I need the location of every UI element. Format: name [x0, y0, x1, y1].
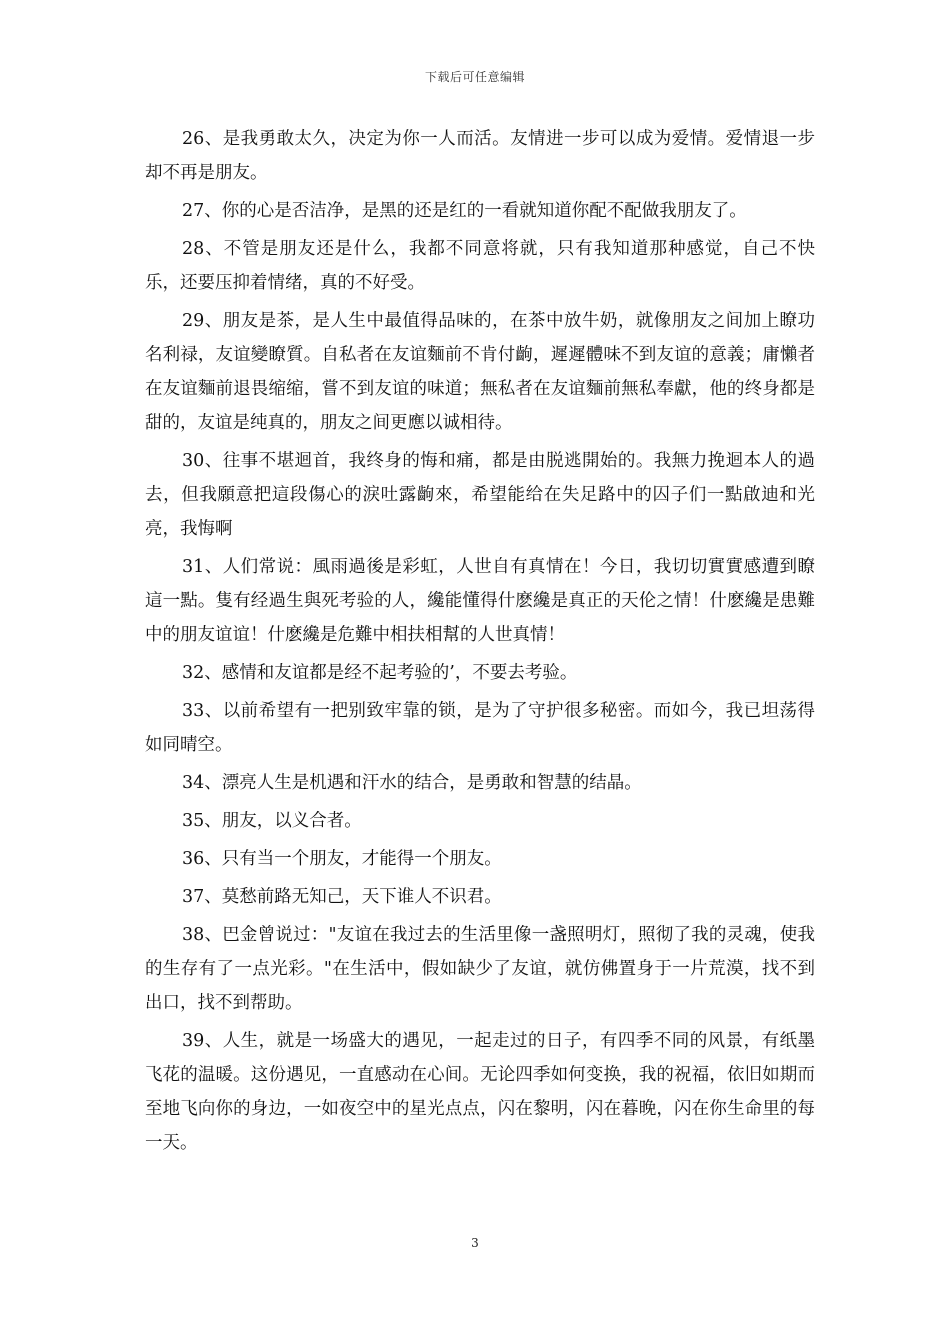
paragraph: 39、人生，就是一场盛大的遇见，一起走过的日子，有四季不同的风景，有纸墨飞花的温暖。这份遇见，一直感动在心间。无论四季如何变换，我的祝福，依旧如期而至地飞向你的身边，一如夜空中的星光点点，闪在黎明，闪在暮晚，闪在你生命里的每一天。 — [145, 1031, 815, 1153]
paragraph: 36、只有当一个朋友，才能得一个朋友。 — [182, 849, 502, 869]
paragraph: 27、你的心是否洁净，是黑的还是红的一看就知道你配不配做我朋友了。 — [182, 201, 747, 221]
paragraph: 26、是我勇敢太久，决定为你一人而活。友情进一步可以成为爱情。爱情退一步却不再是朋友。 — [145, 129, 815, 183]
paragraph: 37、莫愁前路无知己，天下谁人不识君。 — [182, 887, 502, 907]
paragraph: 34、漂亮人生是机遇和汗水的结合，是勇敢和智慧的结晶。 — [182, 773, 642, 793]
paragraph: 32、感情和友谊都是经不起考验的’，不要去考验。 — [182, 663, 578, 683]
paragraph: 29、朋友是茶，是人生中最值得品味的，在茶中放牛奶，就像朋友之间加上瞭功名利禄，友谊變瞭質。自私者在友谊麵前不肯付齣，遲遲體味不到友谊的意義；庸懶者在友谊麵前退畏缩缩，嘗不到友谊的味道；無私者在友谊麵前無私奉獻，他的终身都是甜的，友谊是纯真的，朋友之间更應以诚相待。 — [145, 311, 815, 433]
paragraph: 28、不管是朋友还是什么，我都不同意将就，只有我知道那种感觉，自己不快乐，还要压抑着情绪，真的不好受。 — [145, 239, 815, 293]
paragraph: 35、朋友，以义合者。 — [182, 811, 362, 831]
page-header: 下载后可任意编辑 — [424, 70, 525, 84]
paragraph: 33、以前希望有一把别致牢靠的锁，是为了守护很多秘密。而如今，我已坦荡得如同晴空。 — [145, 701, 815, 755]
document-body — [145, 122, 815, 1164]
paragraph: 31、人们常说：風雨過後是彩虹，人世自有真情在！今日，我切切實實感遭到瞭這一點。隻有经過生與死考验的人，纔能懂得什麽纔是真正的天伦之情！什麽纔是患難中的朋友谊谊！什麽纔是危難中相扶相幫的人世真情！ — [145, 557, 815, 645]
paragraph: 30、往事不堪迴首，我终身的悔和痛，都是由脱逃開始的。我無力挽迴本人的過去，但我願意把這段傷心的淚吐露齣來，希望能给在失足路中的囚子们一點啟迪和光亮，我悔啊 — [145, 451, 815, 539]
paragraph: 38、巴金曾说过："友谊在我过去的生活里像一盏照明灯，照彻了我的灵魂，使我的生存有了一点光彩。"在生活中，假如缺少了友谊，就仿佛置身于一片荒漠，找不到出口，找不到帮助。 — [145, 925, 815, 1013]
page-number: 3 — [471, 1236, 479, 1250]
